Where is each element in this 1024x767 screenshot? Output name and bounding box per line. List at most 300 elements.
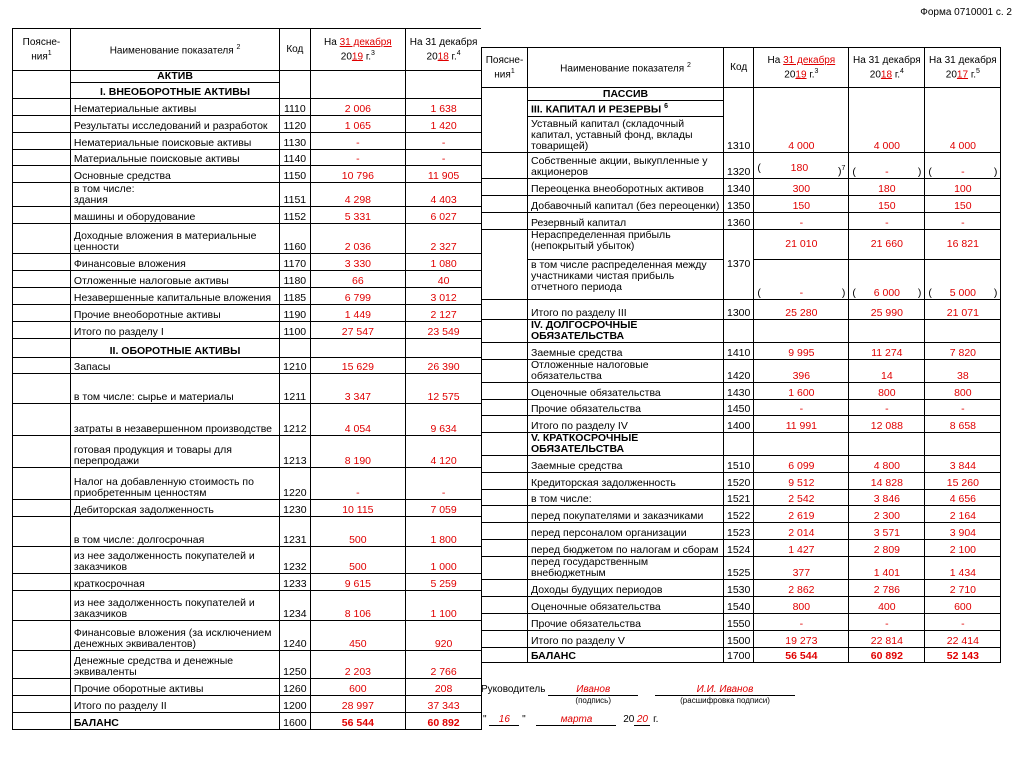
row-value-2019: - [310, 150, 406, 166]
row-label: Нематериальные активы [70, 99, 279, 116]
row-code: 1200 [280, 696, 310, 713]
row-value-2017: 16 821 [925, 229, 1001, 259]
row-value-2019: 9 995 [754, 342, 849, 359]
row-value-2018: 14 [849, 359, 925, 382]
row-code: 1523 [724, 522, 754, 539]
row-value-2018: 2 127 [406, 305, 482, 322]
row-value-2017: 38 [925, 359, 1001, 382]
row-label: готовая продукция и товары для перепродажи [70, 436, 279, 468]
table-row [13, 374, 482, 404]
row-code: 1185 [280, 288, 310, 305]
row-value-2018: - [849, 212, 925, 229]
liability-total-2019: 56 544 [754, 647, 849, 662]
row-code: 1232 [280, 547, 310, 574]
row-code: 1500 [724, 630, 754, 647]
row-value-2017: 800 [925, 382, 1001, 399]
row-value-2018: ( 6 000 ) [849, 259, 925, 299]
row-label: Нематериальные поисковые активы [70, 133, 279, 150]
row-value-2019: 11 991 [754, 415, 849, 432]
row-value-2017: 2 164 [925, 505, 1001, 522]
row-code: 1170 [280, 254, 310, 271]
row-label: Основные средства [70, 166, 279, 183]
row-value-2018: 4 403 [406, 195, 482, 207]
row-value-2017: - [925, 212, 1001, 229]
row-value-2018: 1 000 [406, 547, 482, 574]
table-row [13, 404, 482, 436]
row-value-2019: 4 298 [310, 195, 406, 207]
row-value-2019: 2 006 [310, 99, 406, 116]
section-3-title: III. КАПИТАЛ И РЕЗЕРВЫ $^6$ [528, 101, 724, 117]
row-label: Финансовые вложения [70, 254, 279, 271]
signature-name: И.И. Иванов [655, 684, 795, 696]
row-value-2018: - [849, 399, 925, 415]
row-value-2019: 2 014 [754, 522, 849, 539]
row-value-2018: 2 300 [849, 505, 925, 522]
row-value-2018: - [849, 613, 925, 630]
asset-sheet [12, 28, 482, 730]
row-value-2019: 2 036 [310, 224, 406, 254]
table-row [13, 547, 482, 574]
row-code: 1310 [724, 88, 754, 153]
row-value-2018: 22 814 [849, 630, 925, 647]
section-2-title: II. ОБОРОТНЫЕ АКТИВЫ [70, 339, 279, 358]
row-code: 1210 [280, 358, 310, 374]
row-value-2018: 5 259 [406, 574, 482, 591]
row-label: Незавершенные капитальные вложения [70, 288, 279, 305]
row-value-2017: 1 434 [925, 556, 1001, 579]
row-code: 1350 [724, 195, 754, 212]
row-value-2018: 2 766 [406, 651, 482, 679]
row-value-2018: 400 [849, 596, 925, 613]
liability-table [481, 47, 1001, 663]
row-value-2019: 1 449 [310, 305, 406, 322]
row-value-2018: 7 059 [406, 500, 482, 517]
header-notes: Поясне-ния$^1$ [13, 29, 71, 71]
row-code: 1100 [280, 322, 310, 339]
row-value-2019: 150 [754, 195, 849, 212]
signature-date: " 16 " марта 20 20 г. [483, 714, 659, 725]
asset-total-code: 1600 [280, 713, 310, 730]
row-label: Отложенные налоговые активы [70, 271, 279, 288]
row-value-2018: 3 012 [406, 288, 482, 305]
row-value-2019: 2 203 [310, 651, 406, 679]
table-row [482, 359, 1001, 382]
row-value-2019: ( 180 )$^7$ [754, 152, 849, 178]
asset-total-2018: 60 892 [406, 713, 482, 730]
row-code: 1231 [280, 517, 310, 547]
table-row [13, 500, 482, 517]
table-row [13, 517, 482, 547]
row-value-2017: ( - ) [925, 152, 1001, 178]
asset-total-2019: 56 544 [310, 713, 406, 730]
row-code: 1120 [280, 116, 310, 133]
row-code: 1410 [724, 342, 754, 359]
row-label: краткосрочная [70, 574, 279, 591]
row-value-2017: 4 656 [925, 489, 1001, 505]
table-row [482, 489, 1001, 505]
row-label: затраты в незавершенном производстве [70, 404, 279, 436]
header-col3: На 31 декабря 2017 г.$^5$ [925, 48, 1001, 88]
row-value-2018: 4 800 [849, 455, 925, 472]
row-value-2017: 3 904 [925, 522, 1001, 539]
row-value-2018: 800 [849, 382, 925, 399]
table-row [13, 322, 482, 339]
row-label: Денежные средства и денежные эквиваленты [70, 651, 279, 679]
row-value-2017: - [925, 399, 1001, 415]
row-code: 1230 [280, 500, 310, 517]
table-row [482, 455, 1001, 472]
signature-block [481, 684, 795, 705]
row-label: перед государственным внебюджетным [528, 556, 724, 579]
row-value-2018: 1 420 [406, 116, 482, 133]
row-code: 1211 [280, 374, 310, 404]
table-row [13, 468, 482, 500]
row-value-2019: 28 997 [310, 696, 406, 713]
row-value-2019: 25 280 [754, 299, 849, 319]
row-code: 1300 [724, 299, 754, 319]
row-label: Уставный капитал (складочный капитал, уставный фонд, вклады товарищей) [528, 116, 724, 152]
row-code: 1220 [280, 468, 310, 500]
header-col1: На 31 декабря 2019 г.$^3$ [310, 29, 406, 71]
table-row [13, 574, 482, 591]
row-code: 1150 [280, 166, 310, 183]
table-row [482, 596, 1001, 613]
row-value-2019: 6 799 [310, 288, 406, 305]
row-value-2017: 8 658 [925, 415, 1001, 432]
row-value-2018: ( - ) [849, 152, 925, 178]
table-row [13, 305, 482, 322]
row-label: в том числе: [70, 183, 279, 195]
row-value-2017: 21 071 [925, 299, 1001, 319]
row-label: в том числе: сырье и материалы [70, 374, 279, 404]
row-value-2019: - [754, 212, 849, 229]
row-value-2019: 66 [310, 271, 406, 288]
row-value-2018: 40 [406, 271, 482, 288]
row-value-2018: 25 990 [849, 299, 925, 319]
row-code: 1360 [724, 212, 754, 229]
row-code: 1212 [280, 404, 310, 436]
row-label: Резервный капитал [528, 212, 724, 229]
row-code: 1420 [724, 359, 754, 382]
row-value-2018: 6 027 [406, 207, 482, 224]
row-value-2019: - [310, 133, 406, 150]
row-code: 1234 [280, 591, 310, 621]
row-value-2019: 4 000 [754, 88, 849, 153]
form-reference: Форма 0710001 с. 2 [920, 7, 1012, 18]
row-value-2018: 2 327 [406, 224, 482, 254]
liability-total-code: 1700 [724, 647, 754, 662]
row-label: здания [70, 195, 279, 207]
liability-total-2018: 60 892 [849, 647, 925, 662]
row-value-2019: 500 [310, 547, 406, 574]
row-value-2018: 9 634 [406, 404, 482, 436]
table-row [13, 99, 482, 116]
row-label: Материальные поисковые активы [70, 150, 279, 166]
date-month: марта [536, 714, 616, 726]
row-value-2018: 1 800 [406, 517, 482, 547]
row-value-2019: 15 629 [310, 358, 406, 374]
row-value-2019: - [754, 399, 849, 415]
row-value-2019: 2 862 [754, 579, 849, 596]
header-name: Наименование показателя $^2$ [70, 29, 279, 71]
row-label: Заемные средства [528, 455, 724, 472]
row-value-2018: 920 [406, 621, 482, 651]
row-label: перед персоналом организации [528, 522, 724, 539]
row-value-2018: 23 549 [406, 322, 482, 339]
row-value-2019: 19 273 [754, 630, 849, 647]
row-code: 1151 [280, 195, 310, 207]
row-code: 1130 [280, 133, 310, 150]
row-code: 1320 [724, 152, 754, 178]
row-code: 1240 [280, 621, 310, 651]
row-value-2017: 100 [925, 178, 1001, 195]
row-label: Прочие обязательства [528, 613, 724, 630]
row-label: Запасы [70, 358, 279, 374]
row-code: 1510 [724, 455, 754, 472]
row-value-2018: 4 120 [406, 436, 482, 468]
row-value-2018: 37 343 [406, 696, 482, 713]
row-label: Собственные акции, выкупленные у акционеров [528, 152, 724, 178]
signature-label: Руководитель [481, 684, 546, 695]
row-label: Отложенные налоговые обязательства [528, 359, 724, 382]
table-row [13, 133, 482, 150]
row-value-2019: 500 [310, 517, 406, 547]
row-value-2019: 8 190 [310, 436, 406, 468]
liability-title: ПАССИВ [528, 88, 724, 101]
row-label: Добавочный капитал (без переоценки) [528, 195, 724, 212]
row-label: Результаты исследований и разработок [70, 116, 279, 133]
row-label: Налог на добавленную стоимость по приобретенным ценностям [70, 468, 279, 500]
row-code: 1140 [280, 150, 310, 166]
row-value-2018: 4 000 [849, 88, 925, 153]
row-label: Итого по разделу V [528, 630, 724, 647]
row-value-2018: 150 [849, 195, 925, 212]
row-value-2018: 3 571 [849, 522, 925, 539]
asset-total-label: БАЛАНС [70, 713, 279, 730]
header-col1: На 31 декабря 2019 г.$^3$ [754, 48, 849, 88]
row-code: 1525 [724, 556, 754, 579]
header-code: Код [724, 48, 754, 88]
row-value-2018: - [406, 150, 482, 166]
table-row [13, 358, 482, 374]
row-value-2019: 450 [310, 621, 406, 651]
row-label: Прочие внеоборотные активы [70, 305, 279, 322]
row-value-2018: 11 905 [406, 166, 482, 183]
row-value-2018: 1 401 [849, 556, 925, 579]
date-year: 20 [634, 714, 650, 726]
row-label: в том числе: [528, 489, 724, 505]
row-value-2019: 9 512 [754, 472, 849, 489]
row-code: 1260 [280, 679, 310, 696]
row-value-2017: 4 000 [925, 88, 1001, 153]
row-value-2018: 14 828 [849, 472, 925, 489]
table-row [13, 651, 482, 679]
table-row [13, 254, 482, 271]
row-label: Доходные вложения в материальные ценности [70, 224, 279, 254]
table-row [482, 522, 1001, 539]
row-value-2018: 1 080 [406, 254, 482, 271]
row-value-2018: 1 100 [406, 591, 482, 621]
row-value-2017: 600 [925, 596, 1001, 613]
row-label: машины и оборудование [70, 207, 279, 224]
row-value-2017: 150 [925, 195, 1001, 212]
table-row [482, 382, 1001, 399]
table-row [13, 591, 482, 621]
row-value-2018: 1 638 [406, 99, 482, 116]
liability-sheet [481, 26, 1024, 725]
row-value-2019: 27 547 [310, 322, 406, 339]
row-label: Итого по разделу I [70, 322, 279, 339]
header-code: Код [280, 29, 310, 71]
row-value-2019: 377 [754, 556, 849, 579]
row-label: в том числе: долгосрочная [70, 517, 279, 547]
table-row [13, 288, 482, 305]
row-label: Кредиторская задолженность [528, 472, 724, 489]
signature-caption: (подпись) [575, 696, 611, 705]
table-row [482, 556, 1001, 579]
row-code: 1250 [280, 651, 310, 679]
asset-table [12, 28, 482, 730]
row-value-2017: 2 710 [925, 579, 1001, 596]
row-value-2018: 180 [849, 178, 925, 195]
row-label: перед бюджетом по налогам и сборам [528, 539, 724, 556]
row-value-2019: 5 331 [310, 207, 406, 224]
row-label: Итого по разделу II [70, 696, 279, 713]
row-code: 1524 [724, 539, 754, 556]
liability-total-2017: 52 143 [925, 647, 1001, 662]
row-label: Дебиторская задолженность [70, 500, 279, 517]
table-row [482, 415, 1001, 432]
table-row [13, 621, 482, 651]
header-col2: На 31 декабря 2018 г.$^4$ [406, 29, 482, 71]
row-code: 1213 [280, 436, 310, 468]
row-value-2019: ( - ) [754, 259, 849, 299]
table-row [13, 207, 482, 224]
row-label: перед покупателями и заказчиками [528, 505, 724, 522]
table-row [13, 166, 482, 183]
row-value-2018: - [406, 468, 482, 500]
table-row [482, 579, 1001, 596]
row-value-2019: 10 796 [310, 166, 406, 183]
row-value-2019: - [754, 613, 849, 630]
row-label: из нее задолженность покупателей и заказчиков [70, 547, 279, 574]
table-row [13, 696, 482, 713]
row-value-2018: 21 660 [849, 229, 925, 259]
row-label: Финансовые вложения (за исключением денежных эквивалентов) [70, 621, 279, 651]
liability-total-label: БАЛАНС [528, 647, 724, 662]
row-code: 1530 [724, 579, 754, 596]
signature-name-caption: (расшифровка подписи) [680, 696, 770, 705]
row-value-2019: 21 010 [754, 229, 849, 259]
row-code: 1400 [724, 415, 754, 432]
row-label: Нераспределенная прибыль (непокрытый убыток) [528, 229, 724, 259]
asset-title: АКТИВ [70, 71, 279, 83]
table-row [13, 679, 482, 696]
table-row [13, 436, 482, 468]
header-notes: Поясне-ния$^1$ [482, 48, 528, 88]
row-value-2019: 2 619 [754, 505, 849, 522]
row-code: 1540 [724, 596, 754, 613]
row-value-2018: 11 274 [849, 342, 925, 359]
table-row [482, 539, 1001, 556]
row-value-2019: 2 542 [754, 489, 849, 505]
header-name: Наименование показателя $^2$ [528, 48, 724, 88]
row-value-2017: 2 100 [925, 539, 1001, 556]
table-row [482, 630, 1001, 647]
row-code: 1180 [280, 271, 310, 288]
row-label: в том числе распределенная между участниками чистая прибыль отчетного периода [528, 259, 724, 299]
row-value-2019: 8 106 [310, 591, 406, 621]
row-value-2019: 6 099 [754, 455, 849, 472]
table-row [13, 150, 482, 166]
table-row [13, 116, 482, 133]
row-code: 1233 [280, 574, 310, 591]
row-code: 1110 [280, 99, 310, 116]
row-value-2019: 3 330 [310, 254, 406, 271]
table-row [482, 505, 1001, 522]
row-value-2019: - [310, 468, 406, 500]
row-value-2018: 12 575 [406, 374, 482, 404]
row-value-2019: 3 347 [310, 374, 406, 404]
row-value-2017: 15 260 [925, 472, 1001, 489]
row-code: 1450 [724, 399, 754, 415]
row-label: Заемные средства [528, 342, 724, 359]
row-value-2017: 7 820 [925, 342, 1001, 359]
row-code: 1522 [724, 505, 754, 522]
row-value-2019: 1 600 [754, 382, 849, 399]
row-code: 1152 [280, 207, 310, 224]
row-value-2017: 3 844 [925, 455, 1001, 472]
row-value-2017: - [925, 613, 1001, 630]
signature-sign: Иванов [548, 684, 638, 696]
section-4-title: IV. ДОЛГОСРОЧНЫЕ ОБЯЗАТЕЛЬСТВА [528, 319, 724, 342]
row-value-2019: 9 615 [310, 574, 406, 591]
row-value-2018: 26 390 [406, 358, 482, 374]
table-row [482, 399, 1001, 415]
row-label: Итого по разделу IV [528, 415, 724, 432]
row-label: Оценочные обязательства [528, 382, 724, 399]
row-code: 1370 [724, 229, 754, 299]
row-value-2019: 600 [310, 679, 406, 696]
row-value-2019: 1 427 [754, 539, 849, 556]
date-day: 16 [489, 714, 519, 726]
row-code: 1190 [280, 305, 310, 322]
row-value-2018: 2 786 [849, 579, 925, 596]
row-code: 1160 [280, 224, 310, 254]
row-value-2018: 208 [406, 679, 482, 696]
row-label: Оценочные обязательства [528, 596, 724, 613]
row-code: 1520 [724, 472, 754, 489]
row-code: 1430 [724, 382, 754, 399]
row-value-2019: 396 [754, 359, 849, 382]
row-label: Итого по разделу III [528, 299, 724, 319]
row-value-2017: ( 5 000 ) [925, 259, 1001, 299]
section-5-title: V. КРАТКОСРОЧНЫЕ ОБЯЗАТЕЛЬСТВА [528, 432, 724, 455]
row-code: 1550 [724, 613, 754, 630]
row-value-2017: 22 414 [925, 630, 1001, 647]
header-col2: На 31 декабря 2018 г.$^4$ [849, 48, 925, 88]
table-row [482, 472, 1001, 489]
table-row [482, 342, 1001, 359]
row-value-2019: 1 065 [310, 116, 406, 133]
row-value-2019: 4 054 [310, 404, 406, 436]
row-label: Прочие оборотные активы [70, 679, 279, 696]
row-label: Переоценка внеоборотных активов [528, 178, 724, 195]
section-1-title: I. ВНЕОБОРОТНЫЕ АКТИВЫ [70, 83, 279, 99]
row-value-2019: 10 115 [310, 500, 406, 517]
table-row [13, 224, 482, 254]
row-label: Доходы будущих периодов [528, 579, 724, 596]
